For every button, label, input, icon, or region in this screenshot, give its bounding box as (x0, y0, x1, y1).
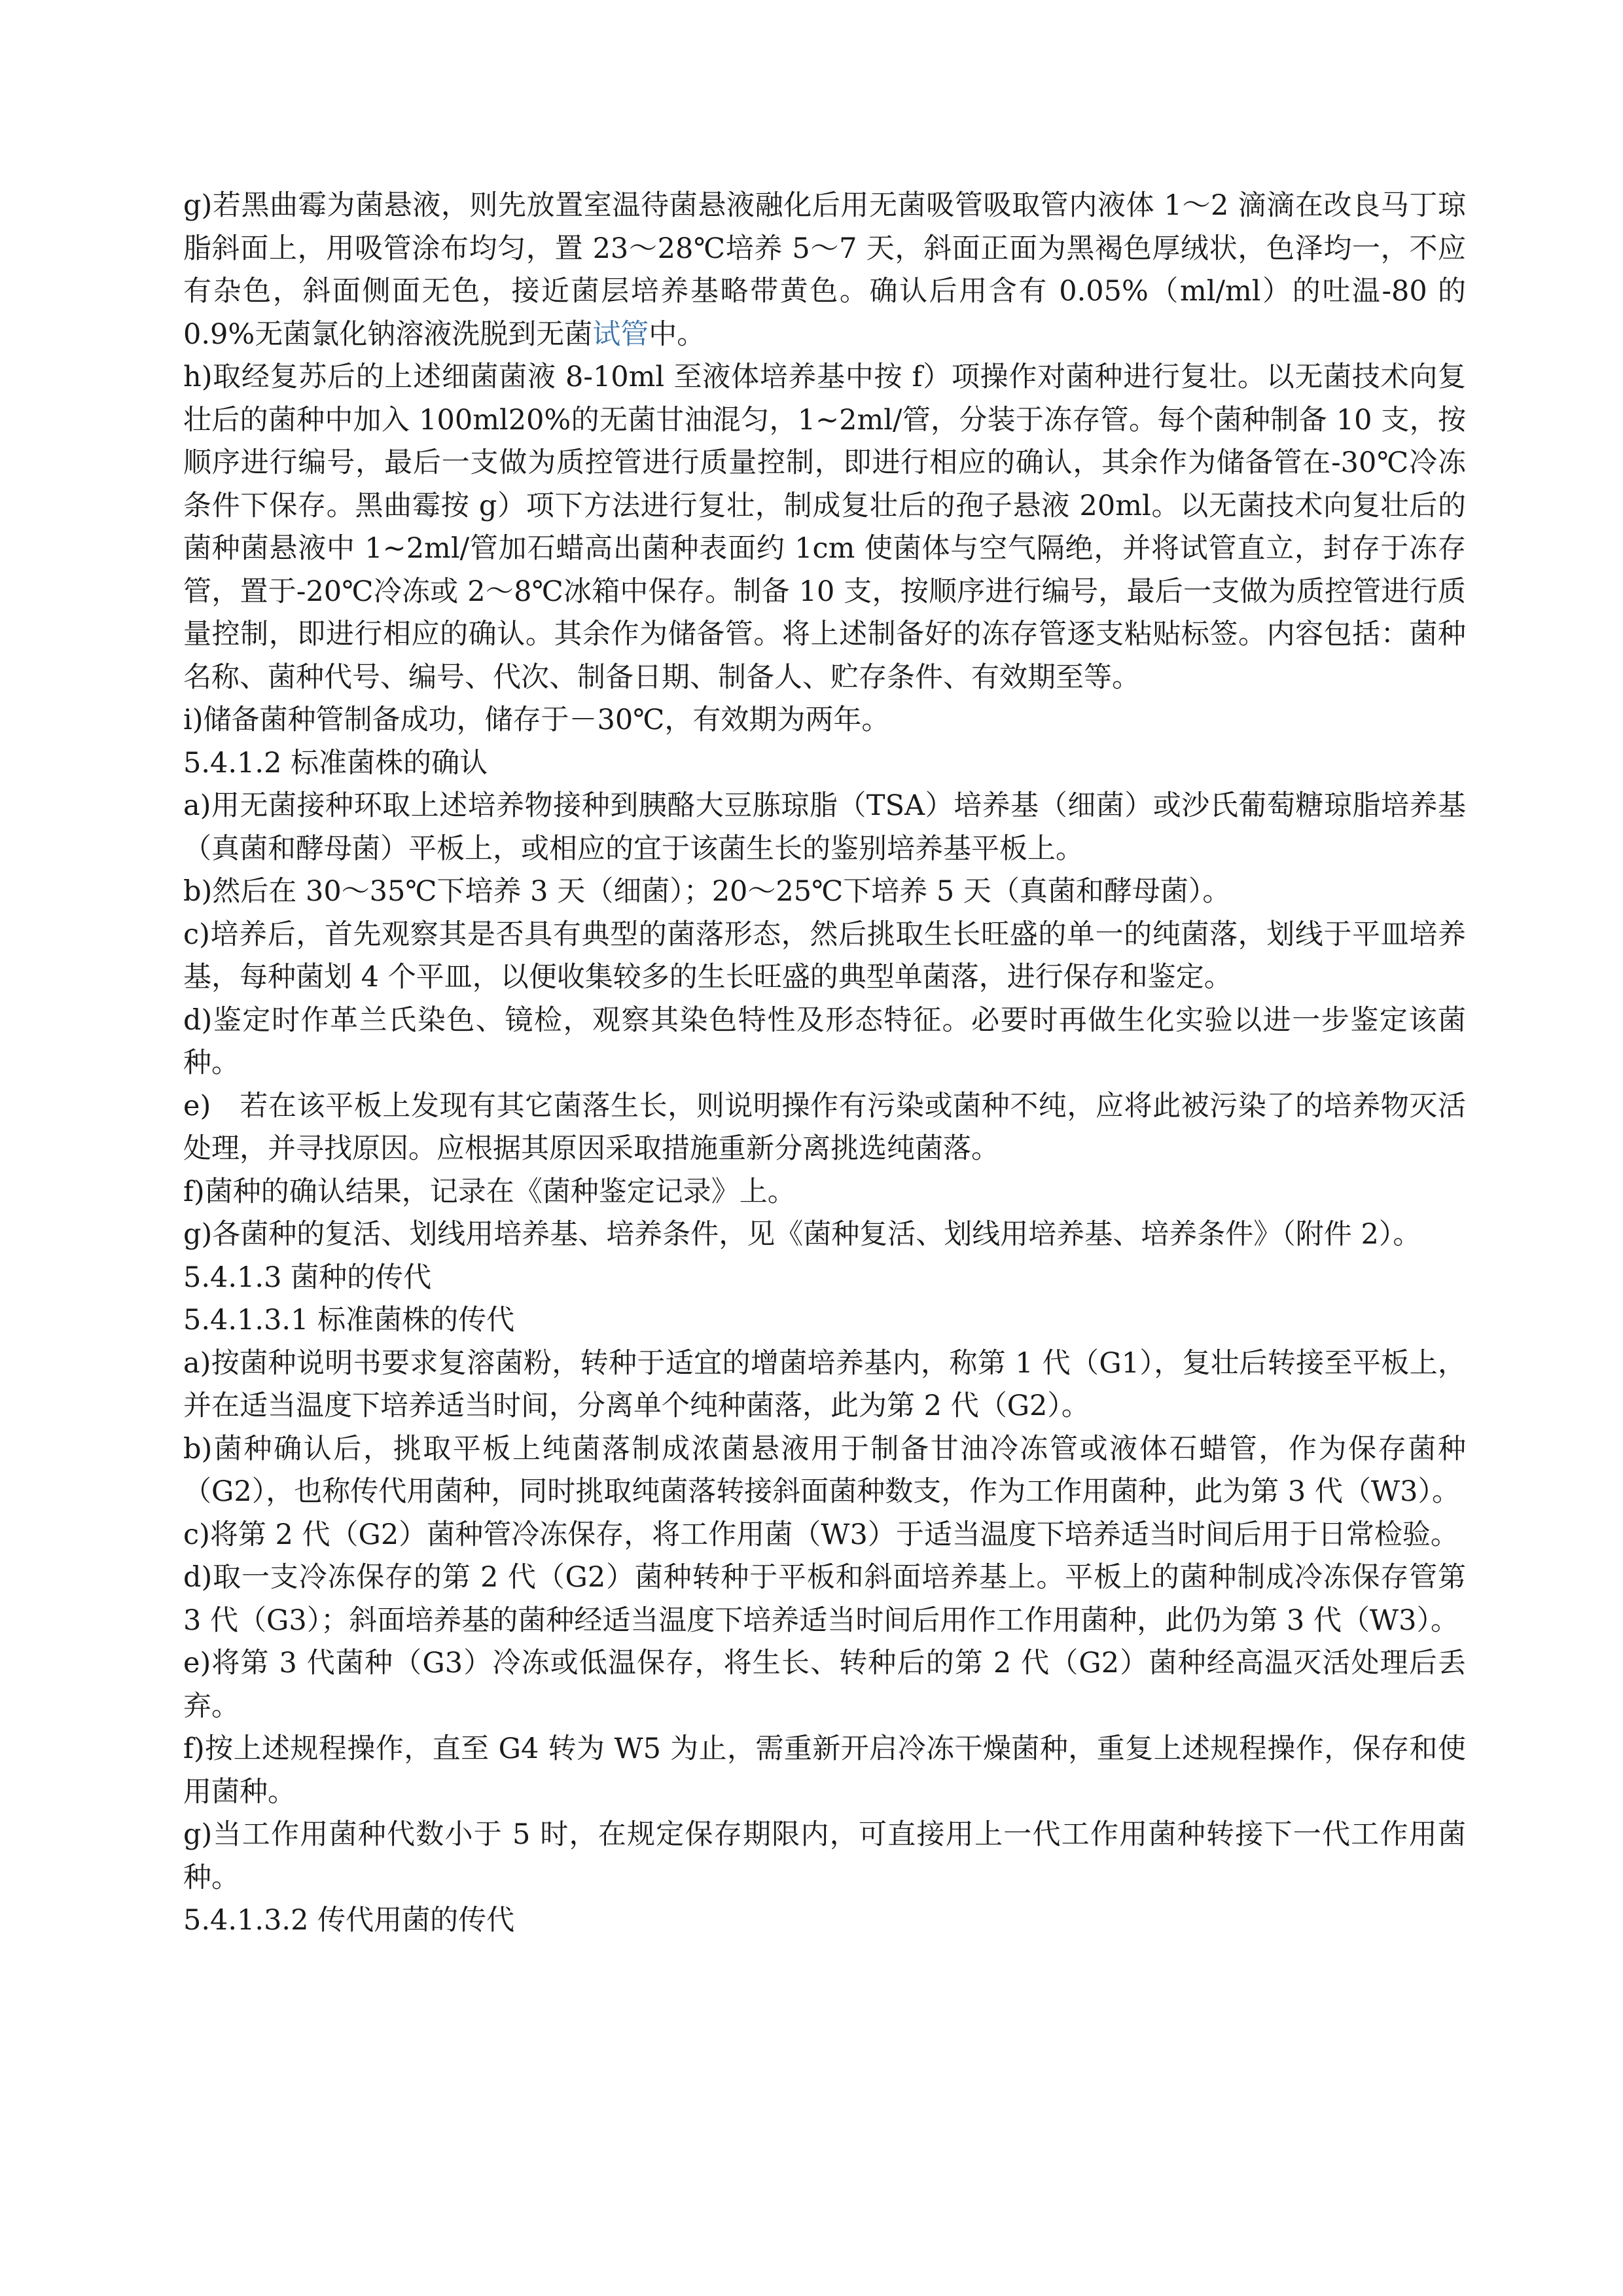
paragraph-g-passage: g)当工作用菌种代数小于 5 时，在规定保存期限内，可直接用上一代工作用菌种转接下一代工作用菌种。 (183, 1818, 1466, 1894)
test-tube-link[interactable]: 试管 (592, 317, 649, 351)
paragraph-e-contamination: e) 若在该平板上发现有其它菌落生长，则说明操作有污染或菌种不纯，应将此被污染了的培养物灭活处理，并寻找原因。应根据其原因采取措施重新分离挑选纯菌落。 (183, 1089, 1466, 1165)
paragraph-d-passage: d)取一支冷冻保存的第 2 代（G2）菌种转种于平板和斜面培养基上。平板上的菌种制成冷冻保存管第 3 代（G3）；斜面培养基的菌种经适当温度下培养适当时间后用作工作用菌种，此仍为第 3 代（W3）。 (183, 1561, 1466, 1637)
paragraph-text: 中。 (649, 317, 705, 351)
paragraph-e-passage: e)将第 3 代菌种（G3）冷冻或低温保存，将生长、转种后的第 2 代（G2）菌种经高温灭活处理后丢弃。 (183, 1647, 1466, 1723)
paragraph-b-passage: b)菌种确认后，挑取平板上纯菌落制成浓菌悬液用于制备甘油冷冻管或液体石蜡管，作为保存菌种（G2），也称传代用菌种，同时挑取纯菌落转接斜面菌种数支，作为工作用菌种，此为第 3 代（W3）。 (183, 1432, 1466, 1508)
heading-5-4-1-3-2: 5.4.1.3.2 传代用菌的传代 (183, 1904, 515, 1937)
paragraph-f-record: f)菌种的确认结果，记录在《菌种鉴定记录》上。 (183, 1175, 796, 1208)
paragraph-f-passage: f)按上述规程操作，直至 G4 转为 W5 为止，需重新开启冷冻干燥菌种，重复上述规程操作，保存和使用菌种。 (183, 1732, 1466, 1808)
paragraph-h-rejuvenation: h)取经复苏后的上述细菌菌液 8-10ml 至液体培养基中按 f）项操作对菌种进行复壮。以无菌技术向复壮后的菌种中加入 100ml20%的无菌甘油混匀，1~2ml/管，分装于冻存管。每个菌种制备 10 支，按顺序进行编号，最后一支做为质控管进行质量控制，即进行相应的确认，其余作为储备管在-30℃冷冻条件下保存。黑曲霉按 g）项下方法进行复壮，制成复壮后的孢子悬液 20ml。以无菌技术向复壮后的菌种菌悬液中 1~2ml/管加石蜡高出菌种表面约 1cm 使菌体与空气隔绝，并将试管直立，封存于冻存管，置于-20℃冷冻或 2～8℃冰箱中保存。制备 10 支，按顺序进行编号，最后一支做为质控管进行质量控制，即进行相应的确认。其余作为储备管。将上述制备好的冻存管逐支粘贴标签。内容包括：菌种名称、菌种代号、编号、代次、制备日期、制备人、贮存条件、有效期至等。 (183, 361, 1466, 694)
paragraph-g-culture-conditions: g)各菌种的复活、划线用培养基、培养条件，见《菌种复活、划线用培养基、培养条件》（附件 2）。 (183, 1218, 1421, 1251)
paragraph-text: g)若黑曲霉为菌悬液，则先放置室温待菌悬液融化后用无菌吸管吸取管内液体 1～2 滴滴在改良马丁琼脂斜面上，用吸管涂布均匀，置 23～28℃培养 5～7 天，斜面正面为黑褐色厚绒状，色泽均一，不应有杂色，斜面侧面无色，接近菌层培养基略带黄色。确认后用含有 0.05%（ml/ml）的吐温-80 的 0.9%无菌氯化钠溶液洗脱到无菌 (183, 189, 1466, 351)
paragraph-a-inoculation: a)用无菌接种环取上述培养物接种到胰酪大豆胨琼脂（TSA）培养基（细菌）或沙氏葡萄糖琼脂培养基（真菌和酵母菌）平板上，或相应的宜于该菌生长的鉴别培养基平板上。 (183, 789, 1466, 865)
paragraph-c-passage: c)将第 2 代（G2）菌种管冷冻保存，将工作用菌（W3）于适当温度下培养适当时间后用于日常检验。 (183, 1518, 1459, 1551)
paragraph-g-black-aspergillus (183, 185, 1466, 356)
paragraph-i-storage: i)储备菌种管制备成功，储存于－30℃，有效期为两年。 (183, 704, 890, 736)
paragraph-b-incubation: b)然后在 30～35℃下培养 3 天（细菌）；20～25℃下培养 5 天（真菌和酵母菌）。 (183, 875, 1231, 908)
paragraph-c-colony-observation: c)培养后，首先观察其是否具有典型的菌落形态，然后挑取生长旺盛的单一的纯菌落，划线于平皿培养基，每种菌划 4 个平皿，以便收集较多的生长旺盛的典型单菌落，进行保存和鉴定。 (183, 918, 1466, 994)
heading-5-4-1-3: 5.4.1.3 菌种的传代 (183, 1261, 432, 1294)
document-body (183, 185, 1466, 1943)
heading-5-4-1-2: 5.4.1.2 标准菌株的确认 (183, 746, 488, 780)
paragraph-a-passage: a)按菌种说明书要求复溶菌粉，转种于适宜的增菌培养基内，称第 1 代（G1），复壮后转接至平板上，并在适当温度下培养适当时间，分离单个纯种菌落，此为第 2 代（G2）。 (183, 1346, 1466, 1422)
paragraph-d-identification: d)鉴定时作革兰氏染色、镜检，观察其染色特性及形态特征。必要时再做生化实验以进一步鉴定该菌种。 (183, 1003, 1466, 1079)
heading-5-4-1-3-1: 5.4.1.3.1 标准菌株的传代 (183, 1304, 515, 1336)
